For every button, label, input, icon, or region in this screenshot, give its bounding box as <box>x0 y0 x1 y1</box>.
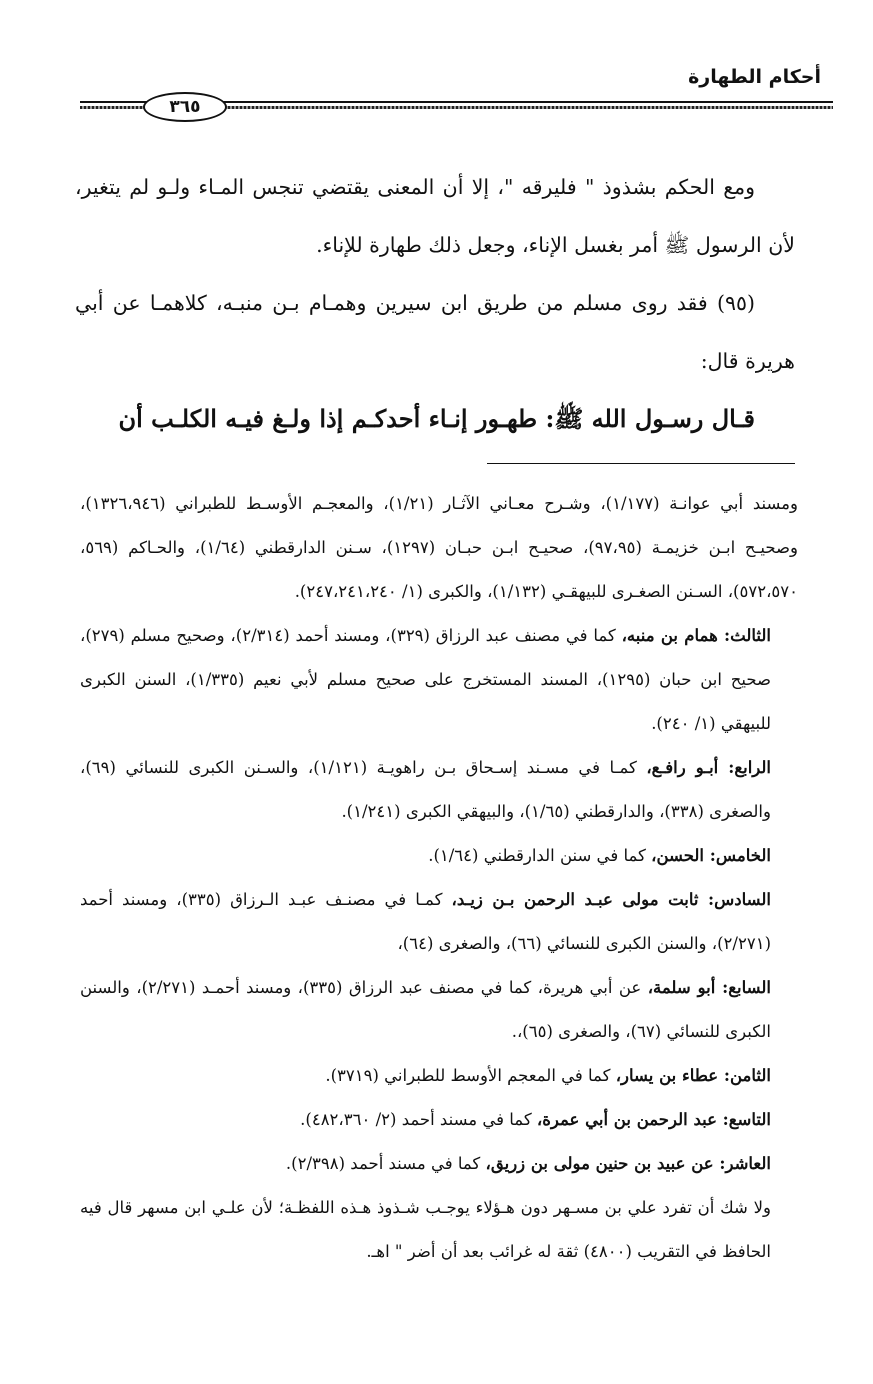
footnote-item-10-lead: العاشر: عن عبيد بن حنين مولى بن زريق، <box>485 1154 771 1173</box>
footnote-item-7-text: عن أبي هريرة، كما في مصنف عبد الرزاق (٣٣٥)، ومسند أحمـد (٢/٢٧١)، والسنن الكبرى للنسائي (٦٧)، والصغرى (٦٥)،. <box>80 978 771 1041</box>
footnote-separator <box>487 463 795 464</box>
footnote-item-7-lead: السابع: أبو سلمة، <box>647 978 772 997</box>
footnote-item-8 <box>80 1054 798 1098</box>
footnote-item-5-lead: الخامس: الحسن، <box>651 846 771 865</box>
footnote-item-8-lead: الثامن: عطاء بن يسار، <box>615 1066 771 1085</box>
page-number: ٣٦٥ <box>143 92 227 122</box>
footnotes <box>80 482 798 1274</box>
footnote-item-7 <box>80 966 798 1054</box>
footnote-item-6 <box>80 878 798 966</box>
main-text <box>75 158 795 448</box>
footnote-item-10 <box>80 1142 798 1186</box>
footnote-item-9 <box>80 1098 798 1142</box>
footnote-item-8-text: كما في المعجم الأوسط للطبراني (٣٧١٩). <box>325 1066 616 1085</box>
main-paragraph-1: ومع الحكم بشذوذ " فليرقه "، إلا أن المعنى يقتضي تنجس المـاء ولـو لم يتغير، لأن الرسول ﷺ أمر بغسل الإناء، وجعل ذلك طهارة للإناء. <box>75 175 795 257</box>
footnote-item-6-lead: السادس: ثابت مولى عبـد الرحمن بـن زيـد، <box>451 890 771 909</box>
footnote-item-5 <box>80 834 798 878</box>
footnote-item-9-lead: التاسع: عبد الرحمن بن أبي عمرة، <box>536 1110 771 1129</box>
footnote-conclusion: ولا شك أن تفرد علي بن مسـهر دون هـؤلاء يوجـب شـذوذ هـذه اللفظـة؛ لأن علـي ابن مسهر قال فيه الحافظ في التقريب (٤٨٠٠) ثقة له غرائب بعد أن أضر " اهـ. <box>80 1198 771 1261</box>
running-header-title: أحكام الطهارة <box>688 66 821 88</box>
footnote-item-4 <box>80 746 798 834</box>
footnote-item-3-text: كما في مصنف عبد الرزاق (٣٢٩)، ومسند أحمد (٢/٣١٤)، وصحيح مسلم (٢٧٩)، صحيح ابن حبان (١٢٩٥)، المسند المستخرج على صحيح مسلم لأبي نعيم (١/٣٣٥)، السنن الكبرى للبيهقي (١/ ٢٤٠). <box>80 626 771 733</box>
footnote-item-4-text: كمـا في مسـند إسـحاق بـن راهويـة (١/١٢١)، والسـنن الكبرى للنسائي (٦٩)، والصغرى (٣٣٨)، والدارقطني (١/٦٥)، والبيهقي الكبرى (١/٢٤١). <box>80 758 771 821</box>
footnote-item-6-text: كمـا في مصنـف عبـد الـرزاق (٣٣٥)، ومسند أحمد (٢/٢٧١)، والسنن الكبرى للنسائي (٦٦)، والصغرى (٦٤)، <box>80 890 771 953</box>
hadith-text: قـال رسـول الله ﷺ: طهـور إنـاء أحدكـم إذا ولـغ فيـه الكلـب أن <box>118 404 755 433</box>
footnote-item-4-lead: الرابع: أبـو رافـع، <box>646 758 772 777</box>
footnote-item-10-text: كما في مسند أحمد (٢/٣٩٨). <box>285 1154 486 1173</box>
footnote-item-3-lead: الثالث: همام بن منبه، <box>621 626 771 645</box>
footnote-item-5-text: كما في سنن الدارقطني (١/٦٤). <box>428 846 652 865</box>
footnote-item-3 <box>80 614 798 746</box>
footnote-item-9-text: كما في مسند أحمد (٢/ ٤٨٢،٣٦٠). <box>300 1110 537 1129</box>
footnote-continuation: ومسند أبي عوانـة (١/١٧٧)، وشـرح معـاني الآثـار (١/٢١)، والمعجـم الأوسـط للطبراني (١٣٢٦،٩٤٦)، وصحيـح ابـن خزيمـة (٩٧،٩٥)، صحيـح ابـن حبـان (١٢٩٧)، سـنن الدارقطني (١/٦٤)، والحـاكم (٥٦٩، ٥٧٢،٥٧٠)، السـنن الصغـرى للبيهقـي (١/١٣٢)، والكبرى (١/ ٢٤٧،٢٤١،٢٤٠). <box>80 494 798 601</box>
main-paragraph-2: (٩٥) فقد روى مسلم من طريق ابن سيرين وهمـام بـن منبـه، كلاهمـا عن أبي هريرة قال: <box>75 291 795 373</box>
